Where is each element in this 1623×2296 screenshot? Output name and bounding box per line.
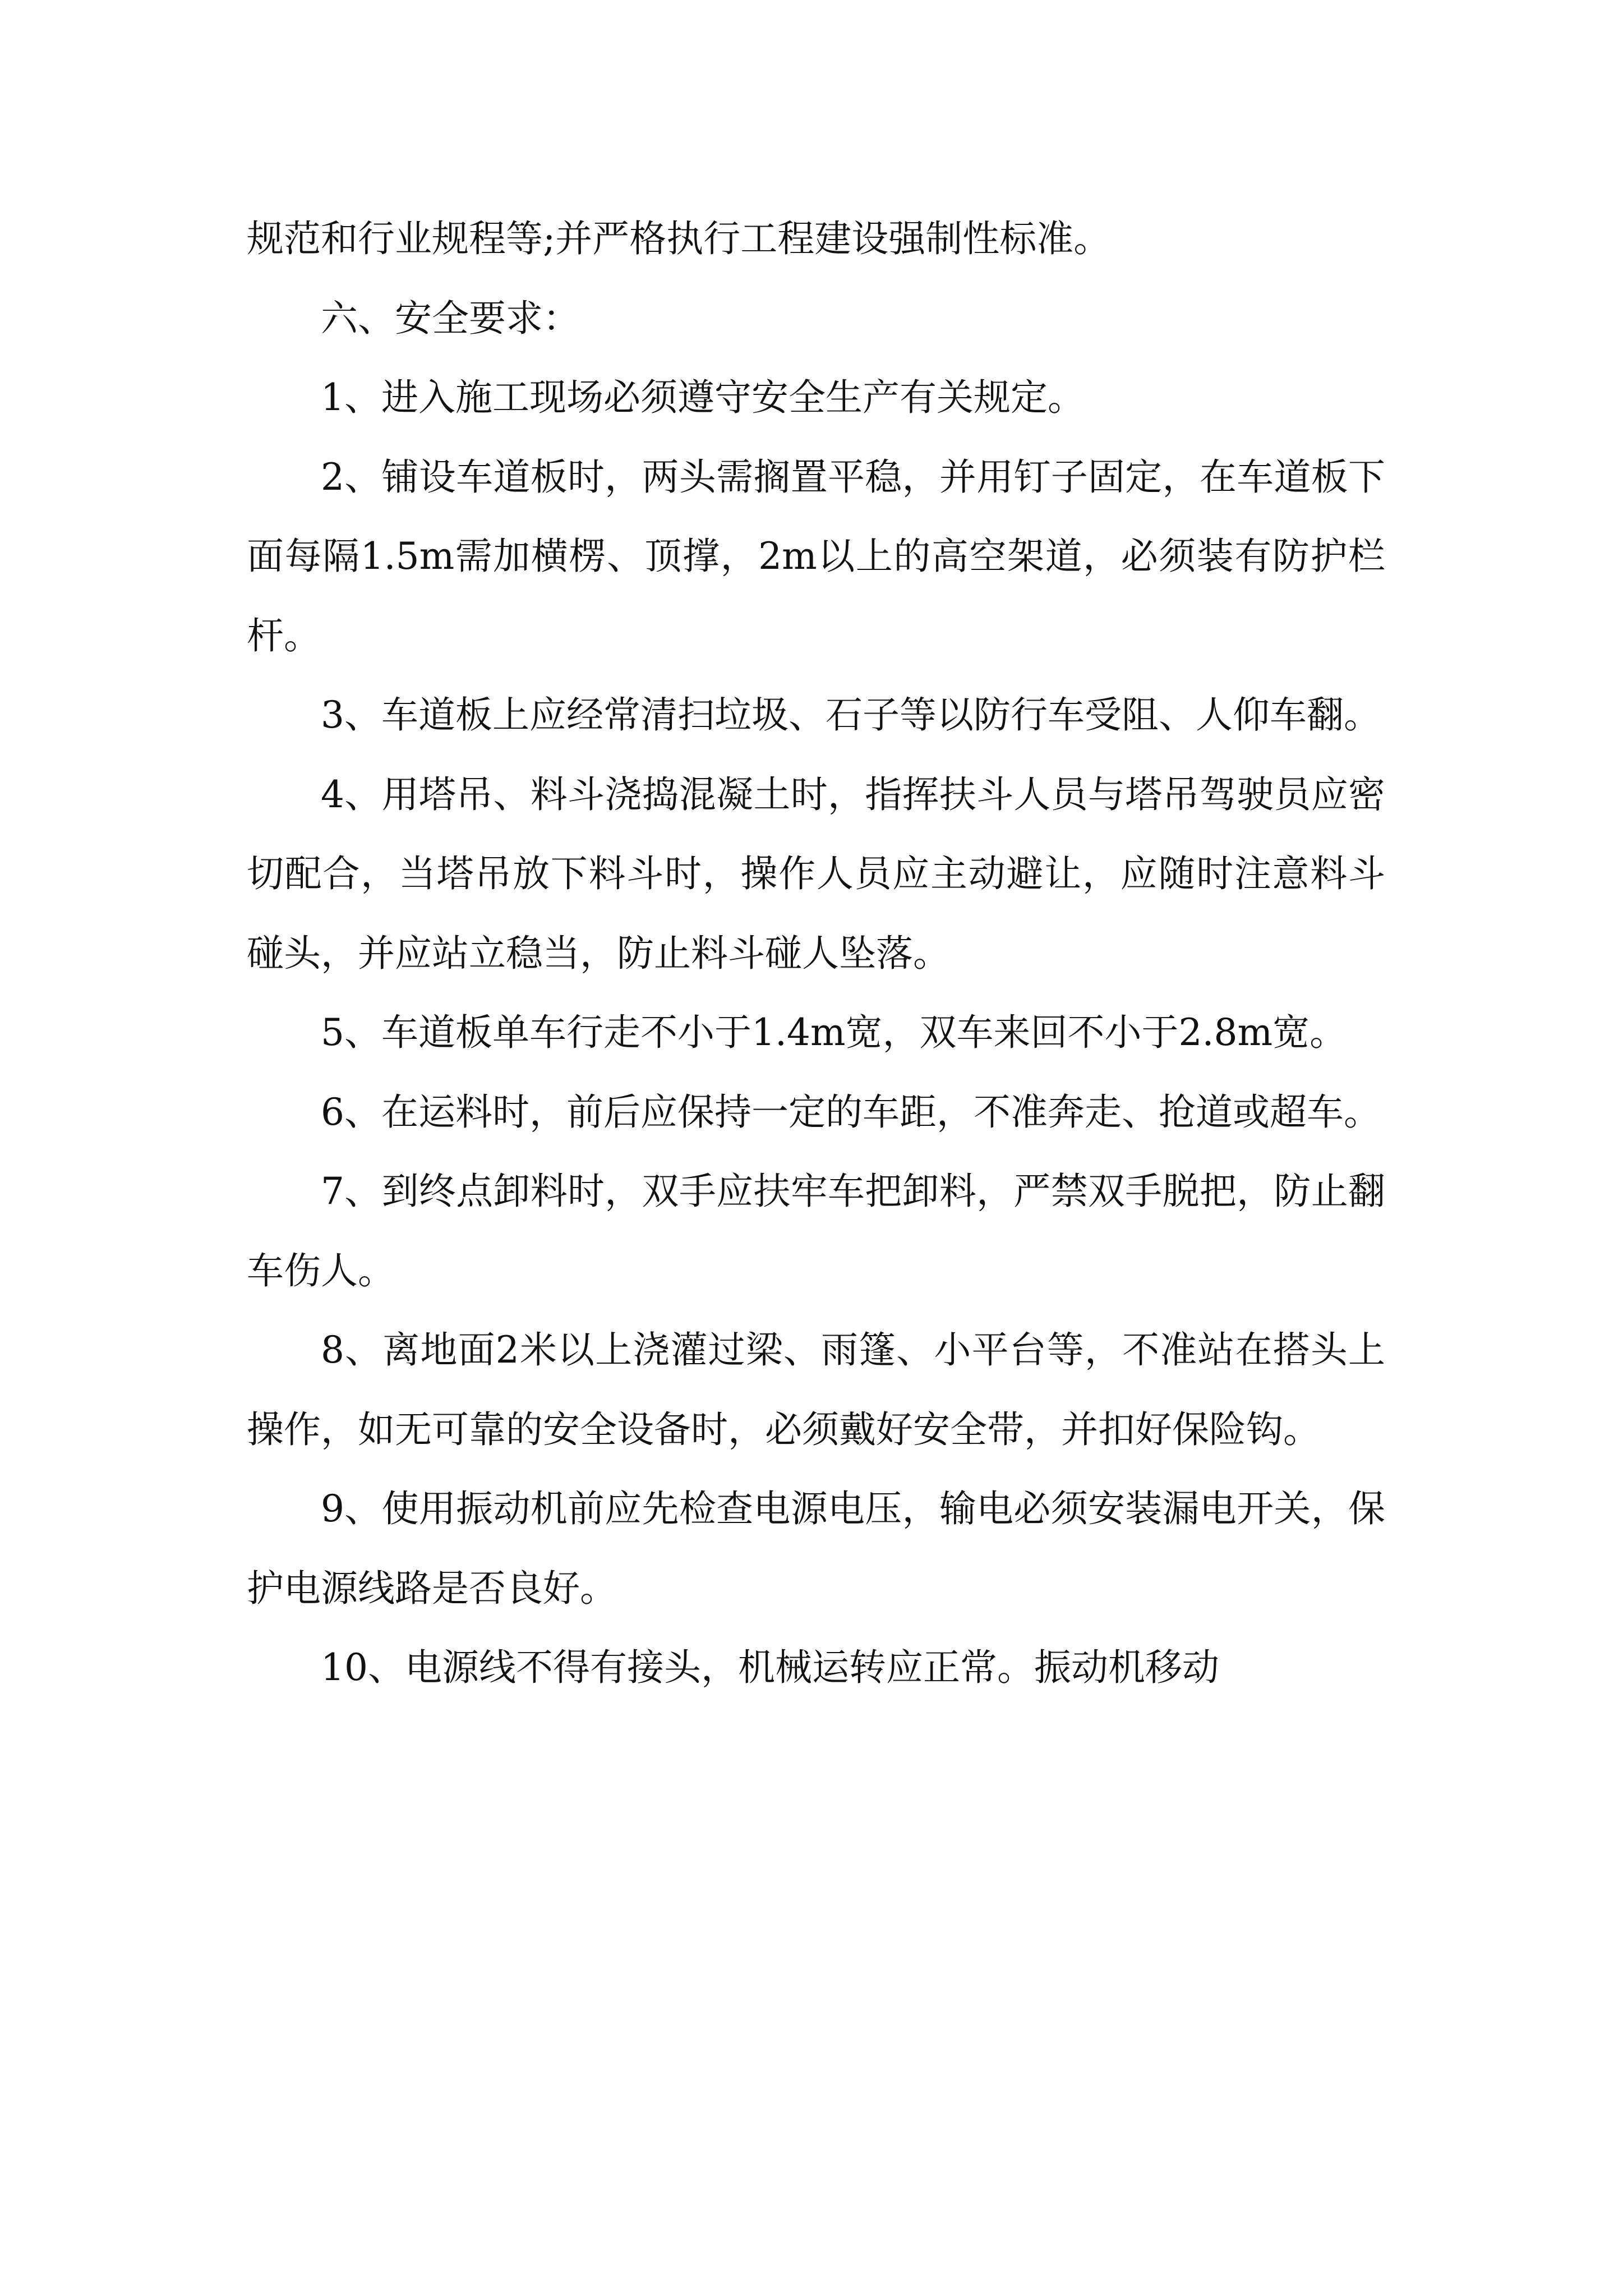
list-item-6: 6、在运料时，前后应保持一定的车距，不准奔走、抢道或超车。 [321,1090,1381,1134]
list-item-5: 5、车道板单车行走不小于1.4m宽，双车来回不小于2.8m宽。 [321,1011,1347,1054]
list-item-1: 1、进入施工现场必须遵守安全生产有关规定。 [321,376,1085,419]
section-heading-safety-requirements: 六、安全要求： [321,296,580,340]
list-item-2: 2、铺设车道板时，两头需搁置平稳，并用钉子固定，在车道板下面每隔1.5m需加横楞、顶撑，2m以上的高空架道，必须装有防护栏杆。 [247,455,1385,657]
list-item-3: 3、车道板上应经常清扫垃圾、石子等以防行车受阻、人仰车翻。 [321,693,1381,737]
list-item-9: 9、使用振动机前应先检查电源电压，输电必须安装漏电开关，保护电源线路是否良好。 [247,1487,1385,1610]
document-body [247,199,1385,1708]
paragraph-continuation: 规范和行业规程等;并严格执行工程建设强制性标准。 [247,217,1111,260]
list-item-8: 8、离地面2米以上浇灌过梁、雨篷、小平台等，不准站在搭头上操作，如无可靠的安全设备时，必须戴好安全带，并扣好保险钩。 [247,1328,1385,1451]
list-item-10: 10、电源线不得有接头，机械运转应正常。振动机移动 [321,1646,1219,1689]
list-item-7: 7、到终点卸料时，双手应扶牢车把卸料，严禁双手脱把，防止翻车伤人。 [247,1170,1385,1292]
list-item-4: 4、用塔吊、料斗浇捣混凝土时，指挥扶斗人员与塔吊驾驶员应密切配合，当塔吊放下料斗时，操作人员应主动避让，应随时注意料斗碰头，并应站立稳当，防止料斗碰人坠落。 [247,772,1385,975]
